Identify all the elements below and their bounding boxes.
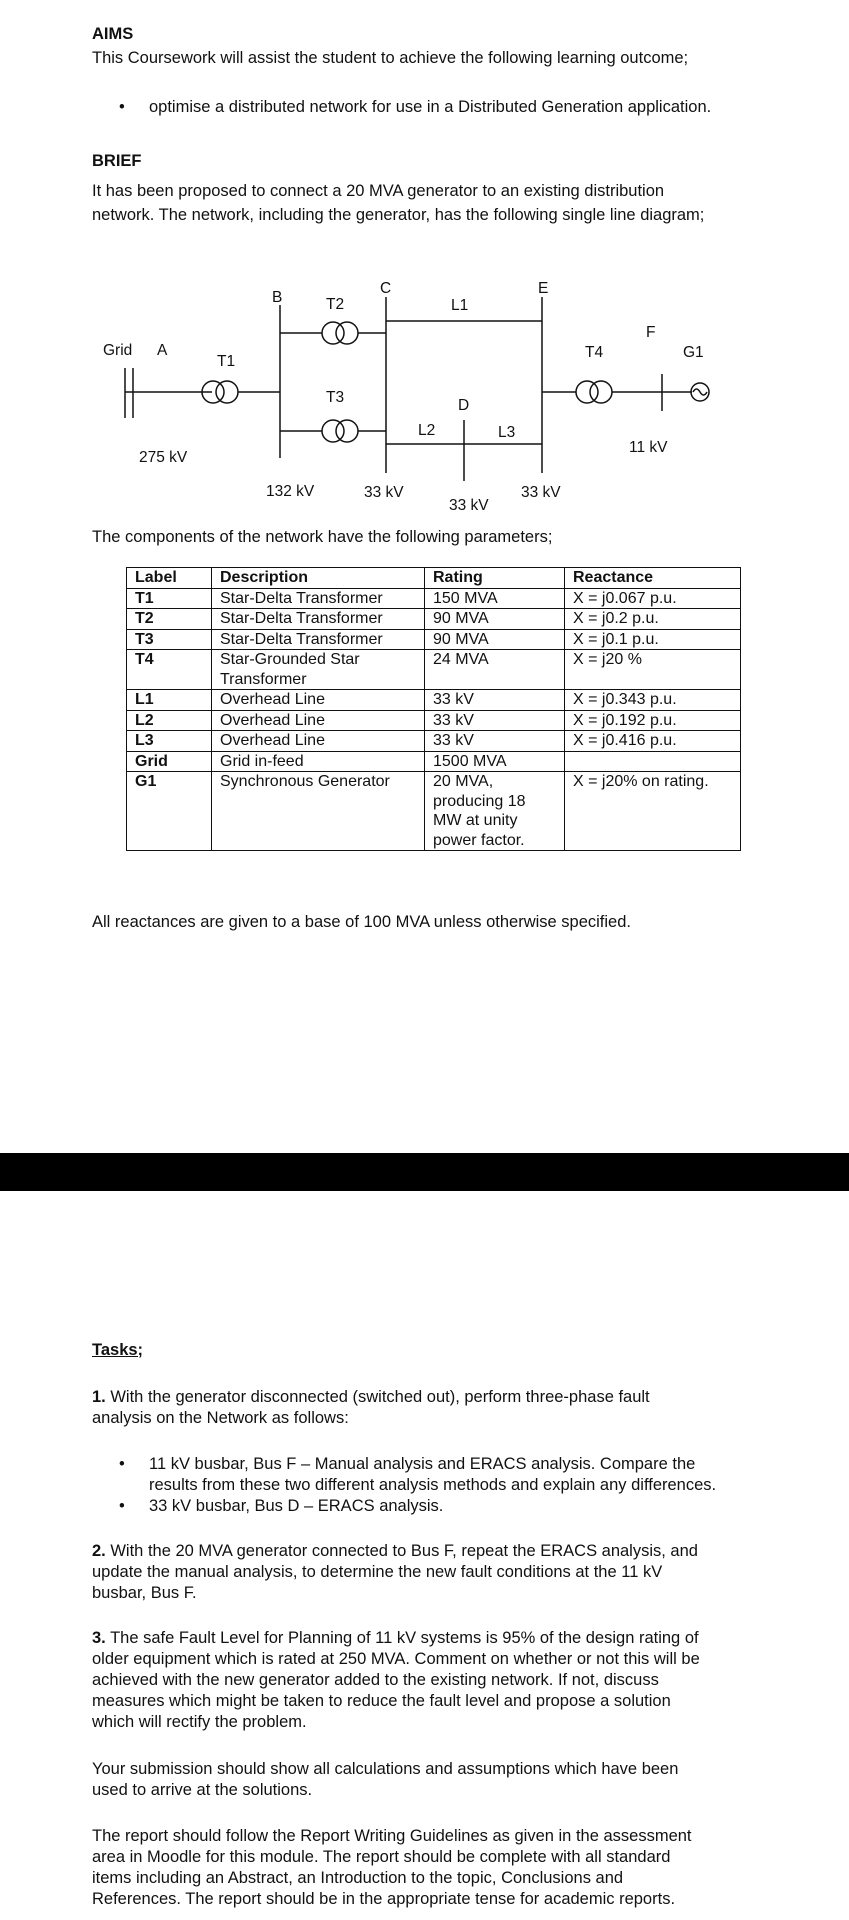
label-bus-e: E	[538, 280, 549, 297]
task-3-line-4: measures which might be taken to reduce the fault level and propose a solution	[92, 1692, 671, 1710]
submission-line-2: used to arrive at the solutions.	[92, 1781, 313, 1799]
report-line-2: area in Moodle for this module. The report should be complete with all standard	[92, 1848, 671, 1866]
aims-bullet-text: optimise a distributed network for use in a Distributed Generation application.	[149, 98, 712, 116]
cell-rating: 33 kV	[425, 710, 565, 731]
cell-rating: 90 MVA	[425, 629, 565, 650]
label-33kv-c: 33 kV	[364, 484, 404, 501]
bullet-icon: •	[119, 1497, 125, 1515]
label-11kv: 11 kV	[629, 439, 668, 456]
label-275kv: 275 kV	[139, 449, 188, 466]
brief-heading: BRIEF	[92, 152, 142, 170]
cell-reactance: X = j20% on rating.	[565, 772, 741, 851]
cell-reactance: X = j0.2 p.u.	[565, 609, 741, 630]
report-line-4: References. The report should be in the appropriate tense for academic reports.	[92, 1890, 676, 1908]
base-note: All reactances are given to a base of 100 MVA unless otherwise specified.	[92, 913, 631, 931]
label-132kv: 132 kV	[266, 483, 315, 500]
task-3-text: The safe Fault Level for Planning of 11 kV systems is 95% of the design rating of	[110, 1629, 699, 1647]
cell-description: Star-Delta Transformer	[212, 609, 425, 630]
cell-reactance: X = j0.1 p.u.	[565, 629, 741, 650]
cell-rating: 24 MVA	[425, 650, 565, 690]
label-grid: Grid	[103, 342, 133, 359]
task-1-bullet-1-line-1: 11 kV busbar, Bus F – Manual analysis and ERACS analysis. Compare the	[149, 1455, 696, 1473]
cell-rating: 1500 MVA	[425, 751, 565, 772]
task-1-line-1	[92, 1387, 650, 1408]
cell-description: Overhead Line	[212, 731, 425, 752]
bullet-icon: •	[119, 1455, 125, 1473]
table-row	[127, 751, 741, 772]
label-l3: L3	[498, 424, 516, 441]
cell-description: Star-Delta Transformer	[212, 588, 425, 609]
cell-rating: 150 MVA	[425, 588, 565, 609]
task-2-line-3: busbar, Bus F.	[92, 1584, 197, 1602]
table-row	[127, 690, 741, 711]
cell-rating: 33 kV	[425, 731, 565, 752]
components-intro: The components of the network have the following parameters;	[92, 528, 553, 546]
table-row	[127, 772, 741, 851]
label-t1: T1	[217, 353, 236, 370]
cell-label: T2	[127, 609, 212, 630]
label-bus-d: D	[458, 397, 470, 414]
label-t3: T3	[326, 389, 345, 406]
report-line-3: items including an Abstract, an Introduction to the topic, Conclusions and	[92, 1869, 624, 1887]
submission-line-1: Your submission should show all calculations and assumptions which have been	[92, 1760, 679, 1778]
label-g1: G1	[683, 344, 704, 361]
task-2-number: 2.	[92, 1542, 106, 1560]
table-row	[127, 588, 741, 609]
t2-winding-2	[336, 322, 358, 344]
label-t2: T2	[326, 296, 345, 313]
task-1-text: With the generator disconnected (switched out), perform three-phase fault	[110, 1388, 650, 1406]
label-bus-b: B	[272, 289, 283, 306]
cell-reactance	[565, 751, 741, 772]
cell-description: Star-Grounded Star Transformer	[212, 650, 425, 690]
cell-rating: 90 MVA	[425, 609, 565, 630]
label-bus-c: C	[380, 280, 392, 297]
brief-line-1: It has been proposed to connect a 20 MVA generator to an existing distribution	[92, 182, 665, 200]
cell-label: G1	[127, 772, 212, 851]
cell-label: L1	[127, 690, 212, 711]
task-3-line-2: older equipment which is rated at 250 MVA. Comment on whether or not this will be	[92, 1650, 700, 1668]
cell-reactance: X = j0.416 p.u.	[565, 731, 741, 752]
bullet-icon: •	[119, 98, 125, 116]
cell-description: Overhead Line	[212, 690, 425, 711]
t3-winding-1	[322, 420, 344, 442]
cell-label: L2	[127, 710, 212, 731]
header-reactance: Reactance	[565, 568, 741, 589]
cell-label: T1	[127, 588, 212, 609]
parameters-table	[126, 567, 741, 851]
label-l1: L1	[451, 297, 469, 314]
black-band	[0, 1153, 849, 1191]
task-3-line-3: achieved with the new generator added to the existing network. If not, discuss	[92, 1671, 659, 1689]
cell-description: Synchronous Generator	[212, 772, 425, 851]
label-33kv-e: 33 kV	[521, 484, 561, 501]
task-3-number: 3.	[92, 1629, 106, 1647]
task-1-line-2: analysis on the Network as follows:	[92, 1409, 349, 1427]
cell-reactance: X = j0.343 p.u.	[565, 690, 741, 711]
label-l2: L2	[418, 422, 436, 439]
header-label: Label	[127, 568, 212, 589]
cell-description: Star-Delta Transformer	[212, 629, 425, 650]
header-description: Description	[212, 568, 425, 589]
label-bus-a: A	[157, 342, 168, 359]
task-3-line-1	[92, 1628, 699, 1649]
cell-description: Overhead Line	[212, 710, 425, 731]
label-33kv-d: 33 kV	[449, 497, 489, 514]
label-bus-f: F	[646, 324, 656, 341]
table-header-row	[127, 568, 741, 589]
task-3-line-5: which will rectify the problem.	[92, 1713, 307, 1731]
cell-label: Grid	[127, 751, 212, 772]
label-t4: T4	[585, 344, 604, 361]
t3-winding-2	[336, 420, 358, 442]
table-row	[127, 731, 741, 752]
task-2-text: With the 20 MVA generator connected to Bus F, repeat the ERACS analysis, and	[110, 1542, 698, 1560]
aims-intro: This Coursework will assist the student to achieve the following learning outcome;	[92, 49, 689, 67]
report-line-1: The report should follow the Report Writing Guidelines as given in the assessment	[92, 1827, 692, 1845]
cell-reactance: X = j20 %	[565, 650, 741, 690]
single-line-diagram	[0, 260, 849, 525]
t4-winding-1	[576, 381, 598, 403]
cell-reactance: X = j0.192 p.u.	[565, 710, 741, 731]
cell-description: Grid in-feed	[212, 751, 425, 772]
t2-winding-1	[322, 322, 344, 344]
cell-rating: 20 MVA, producing 18 MW at unity power factor.	[425, 772, 565, 851]
cell-label: L3	[127, 731, 212, 752]
t4-winding-2	[590, 381, 612, 403]
table-row	[127, 629, 741, 650]
aims-heading: AIMS	[92, 25, 134, 43]
header-rating: Rating	[425, 568, 565, 589]
task-1-bullet-2-text: 33 kV busbar, Bus D – ERACS analysis.	[149, 1497, 444, 1515]
task-2-line-2: update the manual analysis, to determine the new fault conditions at the 11 kV	[92, 1563, 663, 1581]
task-1-bullet-1-line-2: results from these two different analysis methods and explain any differences.	[149, 1476, 717, 1494]
tasks-heading: Tasks;	[92, 1341, 144, 1359]
brief-line-2: network. The network, including the generator, has the following single line diagram;	[92, 206, 705, 224]
cell-label: T3	[127, 629, 212, 650]
t1-winding-2	[216, 381, 238, 403]
task-1-number: 1.	[92, 1388, 106, 1406]
table-row	[127, 650, 741, 690]
cell-rating: 33 kV	[425, 690, 565, 711]
cell-label: T4	[127, 650, 212, 690]
table-row	[127, 710, 741, 731]
cell-reactance: X = j0.067 p.u.	[565, 588, 741, 609]
table-row	[127, 609, 741, 630]
task-2-line-1	[92, 1541, 698, 1562]
g1-sine	[693, 389, 707, 395]
